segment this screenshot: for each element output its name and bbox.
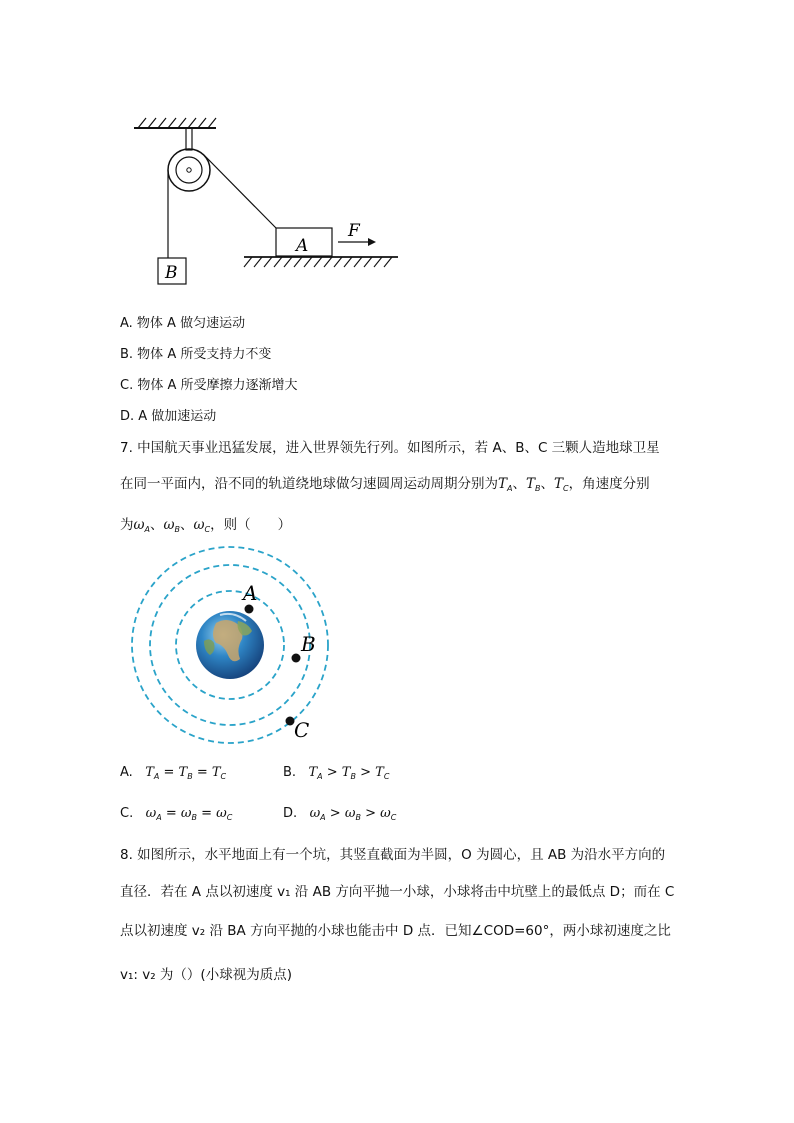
earth-image bbox=[196, 611, 264, 679]
label-sat-b: B bbox=[301, 632, 316, 656]
label-b: B bbox=[165, 263, 178, 283]
label-sat-a: A bbox=[243, 581, 258, 605]
orbit-diagram bbox=[120, 545, 340, 750]
q8-line-3: 点以初速度 v₂ 沿 BA 方向平抛的小球也能击中 D 点．已知∠COD=60°，两小球初速度之比 bbox=[120, 923, 671, 939]
q8-line-1: 8. 如图所示，水平地面上有一个坑，其竖直截面为半圆，O 为圆心，且 AB 为沿水平方向的 bbox=[120, 847, 666, 863]
q6-option-d: D. A 做加速运动 bbox=[120, 409, 217, 424]
q6-option-a: A. 物体 A 做匀速运动 bbox=[120, 316, 246, 331]
q7-option-d: D. $\omega_A > \omega_B > \omega_C$ bbox=[283, 806, 397, 822]
pulley-diagram bbox=[120, 110, 410, 290]
satellite-a bbox=[245, 605, 254, 614]
q7-option-a: A. $T_A = T_B = T_C$ bbox=[120, 765, 227, 781]
satellite-b bbox=[292, 654, 301, 663]
q7-line-1: 7. 中国航天事业迅猛发展，进入世界领先行列。如图所示，若 A、B、C 三颗人造地球卫星 bbox=[120, 440, 660, 456]
q8-line-4: v₁: v₂ 为（）(小球视为质点) bbox=[120, 967, 292, 983]
label-a: A bbox=[296, 236, 309, 256]
label-sat-c: C bbox=[294, 718, 310, 742]
q7-option-c: C. $\omega_A = \omega_B = \omega_C$ bbox=[120, 806, 233, 822]
q7-option-b: B. $T_A > T_B > T_C$ bbox=[283, 765, 390, 781]
q7-line-2: 在同一平面内，沿不同的轨道绕地球做匀速圆周运动周期分别为$T_A$、$T_B$、$T_C$，角速度分别 bbox=[120, 476, 650, 493]
q6-option-b: B. 物体 A 所受支持力不变 bbox=[120, 347, 272, 362]
label-f: F bbox=[348, 221, 360, 241]
q8-line-2: 直径．若在 A 点以初速度 v₁ 沿 AB 方向平抛一小球，小球将击中坑壁上的最低点 D；而在 C bbox=[120, 884, 675, 900]
q6-option-c: C. 物体 A 所受摩擦力逐渐增大 bbox=[120, 378, 298, 393]
q7-line-3: 为$\omega_A$、$\omega_B$、$\omega_C$，则（ ） bbox=[120, 517, 292, 534]
